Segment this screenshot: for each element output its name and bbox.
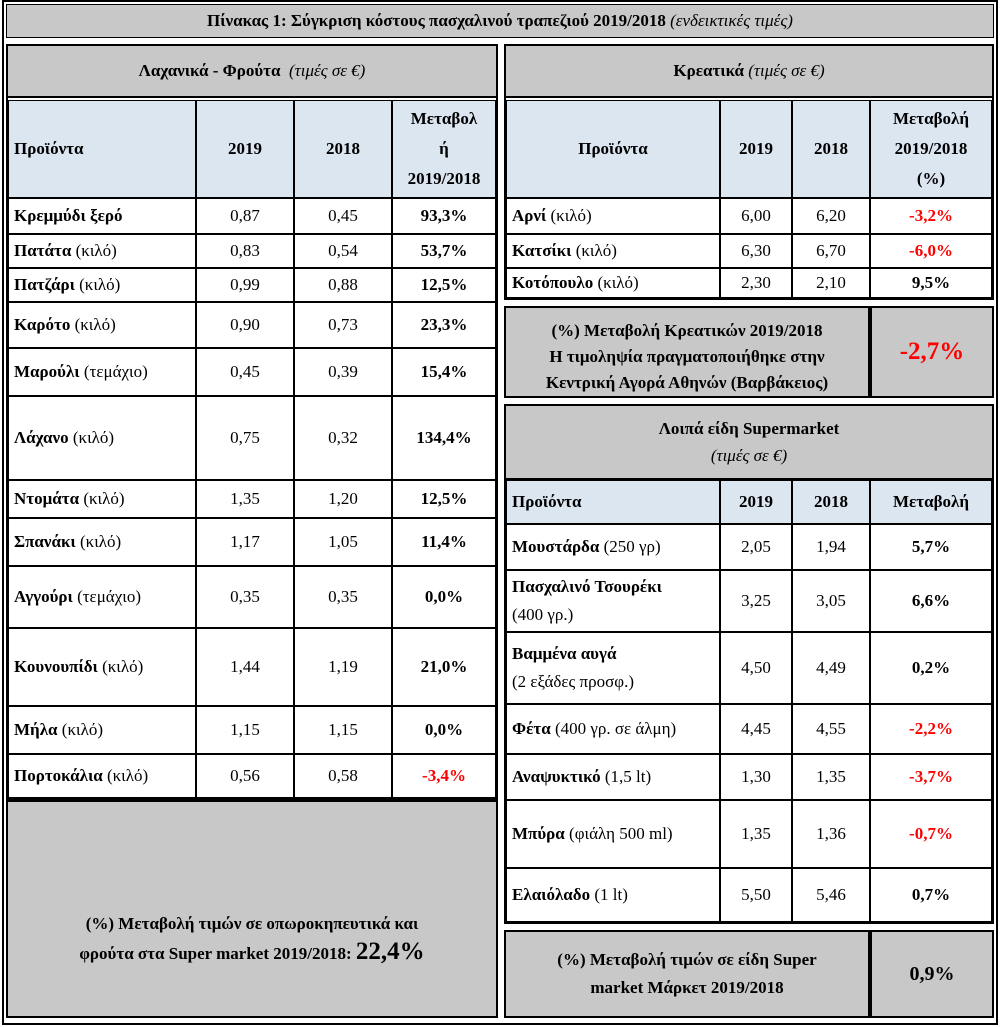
- veg-row-2018: 0,54: [294, 234, 392, 268]
- super-row-2019: 3,25: [720, 570, 792, 632]
- veg-row-change: 21,0%: [392, 628, 496, 706]
- veg-row-name: Αγγούρι: [14, 587, 73, 606]
- veg-row-2018: 0,39: [294, 348, 392, 396]
- super-row-name: Μπύρα: [512, 824, 565, 843]
- veg-row-unit: (κιλό): [79, 532, 122, 551]
- meat-row-name: Κατσίκι: [512, 241, 572, 260]
- super-row-change: 5,7%: [870, 524, 992, 570]
- veg-header-2019: 2019: [196, 100, 294, 198]
- veg-row-2018: 1,19: [294, 628, 392, 706]
- veg-row-unit: (κιλό): [83, 489, 125, 508]
- veg-row-change: 53,7%: [392, 234, 496, 268]
- veg-row-unit: (κιλό): [74, 315, 116, 334]
- veg-row-change: 0,0%: [392, 706, 496, 754]
- super-summary-value-cell: [870, 930, 994, 1018]
- meat-summary-line3: Κεντρική Αγορά Αθηνών (Βαρβάκειος): [545, 373, 829, 392]
- super-row-2019: 2,05: [720, 524, 792, 570]
- veg-summary-line2: φρούτα στα Super market 2019/2018:: [79, 944, 352, 963]
- super-row-product: [506, 524, 720, 570]
- meat-summary-value: -2,7%: [899, 338, 965, 365]
- meat-header-change-a: Μεταβολή: [892, 109, 970, 128]
- veg-row-2018: 1,15: [294, 706, 392, 754]
- super-row-change: -3,7%: [870, 754, 992, 800]
- super-row-unit: (1 lt): [594, 885, 628, 904]
- veg-summary: [6, 800, 498, 1018]
- super-row-2019: 4,45: [720, 704, 792, 754]
- super-row-unit: (φιάλη 500 ml): [569, 824, 673, 843]
- veg-row-2018: 0,88: [294, 268, 392, 302]
- veg-row-2019: 0,90: [196, 302, 294, 348]
- super-section-note: (τιμές σε €): [710, 446, 788, 465]
- super-row-2019: 1,35: [720, 800, 792, 868]
- veg-section-title: Λαχανικά - Φρούτα: [138, 61, 281, 80]
- meat-row-change: -6,0%: [870, 234, 992, 268]
- super-section-header: [506, 406, 992, 480]
- meat-row-2019: 6,00: [720, 198, 792, 234]
- veg-row-2019: 1,35: [196, 480, 294, 518]
- super-row-2019: 1,30: [720, 754, 792, 800]
- veg-row-unit: (κιλό): [72, 428, 115, 447]
- veg-row-2018: 1,05: [294, 518, 392, 566]
- super-row-2019: 4,50: [720, 632, 792, 704]
- veg-row-change: 93,3%: [392, 198, 496, 234]
- veg-row-name: Λάχανο: [14, 428, 69, 447]
- veg-row-2019: 1,17: [196, 518, 294, 566]
- veg-row-product: [8, 268, 196, 302]
- veg-summary-line1: (%) Μεταβολή τιμών σε οπωροκηπευτικά και: [85, 914, 419, 933]
- super-section-title: Λοιπά είδη Supermarket: [658, 419, 840, 438]
- super-row-2018: 5,46: [792, 868, 870, 922]
- super-row-2018: 4,55: [792, 704, 870, 754]
- veg-row-2018: 0,32: [294, 396, 392, 480]
- meat-row-unit: (κιλό): [597, 273, 639, 292]
- super-row-name: Βαμμένα αυγά: [512, 644, 617, 663]
- veg-summary-value: 22,4%: [355, 938, 425, 965]
- veg-row-2019: 0,83: [196, 234, 294, 268]
- veg-row-2018: 0,58: [294, 754, 392, 798]
- super-row-2018: 4,49: [792, 632, 870, 704]
- meat-header-change-c: (%): [916, 169, 946, 188]
- table-title: [6, 4, 994, 38]
- super-row-name: Φέτα: [512, 719, 551, 738]
- table-title-note: (ενδεικτικές τιμές): [670, 11, 793, 30]
- meat-header-product: Προϊόντα: [506, 100, 720, 198]
- meat-header-change: [870, 100, 992, 198]
- veg-header-product: Προϊόντα: [8, 100, 196, 198]
- veg-row-product: [8, 480, 196, 518]
- veg-row-name: Σπανάκι: [14, 532, 76, 551]
- table-title-text: Πίνακας 1: Σύγκριση κόστους πασχαλινού τραπεζιού 2019/2018: [207, 11, 666, 30]
- veg-row-change: 23,3%: [392, 302, 496, 348]
- veg-header-change: [392, 100, 496, 198]
- super-header-change: Μεταβολή: [870, 480, 992, 524]
- veg-row-change: -3,4%: [392, 754, 496, 798]
- super-row-2018: 1,94: [792, 524, 870, 570]
- meat-row-unit: (κιλό): [575, 241, 617, 260]
- meat-row-2018: 6,70: [792, 234, 870, 268]
- veg-row-name: Μήλα: [14, 720, 58, 739]
- meat-row-unit: (κιλό): [550, 206, 592, 225]
- super-row-product: [506, 868, 720, 922]
- super-row-unit: (400 γρ.): [512, 605, 574, 624]
- meat-section-title: Κρεατικά: [673, 61, 745, 80]
- meat-row-2019: 2,30: [720, 268, 792, 298]
- veg-row-2019: 0,56: [196, 754, 294, 798]
- meat-summary-value-cell: [870, 306, 994, 398]
- super-row-product: [506, 570, 720, 632]
- veg-row-unit: (κιλό): [106, 766, 149, 785]
- meat-row-2018: 6,20: [792, 198, 870, 234]
- super-row-change: -2,2%: [870, 704, 992, 754]
- meat-summary-line1: (%) Μεταβολή Κρεατικών 2019/2018: [551, 321, 823, 340]
- meat-section-header: [506, 46, 992, 98]
- veg-header-2018: 2018: [294, 100, 392, 198]
- meat-header-2018: 2018: [792, 100, 870, 198]
- super-row-2018: 3,05: [792, 570, 870, 632]
- super-summary: [504, 930, 870, 1018]
- veg-row-2018: 0,73: [294, 302, 392, 348]
- super-header-2018: 2018: [792, 480, 870, 524]
- veg-row-change: 134,4%: [392, 396, 496, 480]
- veg-row-unit: (κιλό): [102, 657, 144, 676]
- super-row-change: 6,6%: [870, 570, 992, 632]
- veg-section-header: [8, 46, 496, 98]
- super-row-unit: (1,5 lt): [604, 767, 652, 786]
- meat-row-change: 9,5%: [870, 268, 992, 298]
- super-row-2018: 1,35: [792, 754, 870, 800]
- meat-summary: [504, 306, 870, 398]
- super-row-unit: (400 γρ. σε άλμη): [554, 719, 677, 738]
- veg-row-product: [8, 396, 196, 480]
- super-row-product: [506, 800, 720, 868]
- veg-row-unit: (κιλό): [79, 275, 121, 294]
- veg-row-2018: 0,45: [294, 198, 392, 234]
- veg-row-change: 15,4%: [392, 348, 496, 396]
- super-row-change: 0,7%: [870, 868, 992, 922]
- veg-row-name: Μαρούλι: [14, 362, 80, 381]
- veg-row-product: [8, 234, 196, 268]
- veg-row-2019: 0,87: [196, 198, 294, 234]
- meat-header-change-b: 2019/2018: [894, 139, 968, 158]
- veg-row-2019: 0,75: [196, 396, 294, 480]
- super-row-2018: 1,36: [792, 800, 870, 868]
- super-row-product: [506, 704, 720, 754]
- veg-row-2019: 0,45: [196, 348, 294, 396]
- veg-row-change: 12,5%: [392, 480, 496, 518]
- veg-row-change: 11,4%: [392, 518, 496, 566]
- meat-row-2019: 6,30: [720, 234, 792, 268]
- veg-row-2019: 0,99: [196, 268, 294, 302]
- super-header-product: Προϊόντα: [506, 480, 720, 524]
- meat-row-product: [506, 234, 720, 268]
- veg-row-change: 0,0%: [392, 566, 496, 628]
- meat-row-product: [506, 198, 720, 234]
- veg-row-product: [8, 302, 196, 348]
- veg-header-change-a: Μεταβολ: [410, 109, 478, 128]
- meat-row-name: Κοτόπουλο: [512, 273, 594, 292]
- meat-row-2018: 2,10: [792, 268, 870, 298]
- veg-row-name: Κουνουπίδι: [14, 657, 98, 676]
- veg-row-2018: 0,35: [294, 566, 392, 628]
- veg-section-note: (τιμές σε €): [288, 61, 366, 80]
- veg-row-product: [8, 518, 196, 566]
- veg-row-product: [8, 754, 196, 798]
- meat-row-change: -3,2%: [870, 198, 992, 234]
- veg-row-name: Ντομάτα: [14, 489, 80, 508]
- veg-row-change: 12,5%: [392, 268, 496, 302]
- super-row-name: Αναψυκτικό: [512, 767, 601, 786]
- veg-row-2019: 1,44: [196, 628, 294, 706]
- super-summary-line2: market Μάρκετ 2019/2018: [590, 978, 784, 997]
- super-row-name: Πασχαλινό Τσουρέκι: [512, 577, 662, 596]
- super-header-2019: 2019: [720, 480, 792, 524]
- meat-section-note: (τιμές σε €): [748, 61, 825, 80]
- super-row-product: [506, 632, 720, 704]
- veg-header-change-c: 2019/2018: [407, 169, 481, 188]
- super-row-change: 0,2%: [870, 632, 992, 704]
- veg-row-2019: 1,15: [196, 706, 294, 754]
- super-row-unit: (2 εξάδες προσφ.): [512, 672, 634, 691]
- veg-header-change-b: ή: [439, 139, 449, 158]
- super-row-unit: (250 γρ): [603, 537, 661, 556]
- veg-row-unit: (τεμάχιο): [77, 587, 141, 606]
- super-row-name: Ελαιόλαδο: [512, 885, 591, 904]
- veg-row-product: [8, 566, 196, 628]
- veg-row-2019: 0,35: [196, 566, 294, 628]
- veg-row-product: [8, 198, 196, 234]
- veg-row-unit: (κιλό): [61, 720, 104, 739]
- veg-row-name: Πατάτα: [14, 241, 72, 260]
- veg-row-product: [8, 706, 196, 754]
- meat-row-name: Αρνί: [512, 206, 547, 225]
- super-row-2019: 5,50: [720, 868, 792, 922]
- meat-header-2019: 2019: [720, 100, 792, 198]
- veg-row-2018: 1,20: [294, 480, 392, 518]
- veg-row-name: Πατζάρι: [14, 275, 75, 294]
- veg-row-product: [8, 348, 196, 396]
- meat-row-product: [506, 268, 720, 298]
- veg-row-unit: (τεμάχιο): [83, 362, 148, 381]
- super-summary-value: 0,9%: [909, 962, 955, 985]
- super-summary-line1: (%) Μεταβολή τιμών σε είδη Super: [557, 950, 817, 969]
- veg-row-name: Καρότο: [14, 315, 71, 334]
- meat-summary-line2: Η τιμοληψία πραγματοποιήθηκε στην: [549, 347, 825, 366]
- veg-row-unit: (κιλό): [75, 241, 117, 260]
- super-row-product: [506, 754, 720, 800]
- veg-row-product: [8, 628, 196, 706]
- veg-row-name: Πορτοκάλια: [14, 766, 103, 785]
- super-row-change: -0,7%: [870, 800, 992, 868]
- veg-row-name: Κρεμμύδι ξερό: [14, 206, 123, 225]
- super-row-name: Μουστάρδα: [512, 537, 600, 556]
